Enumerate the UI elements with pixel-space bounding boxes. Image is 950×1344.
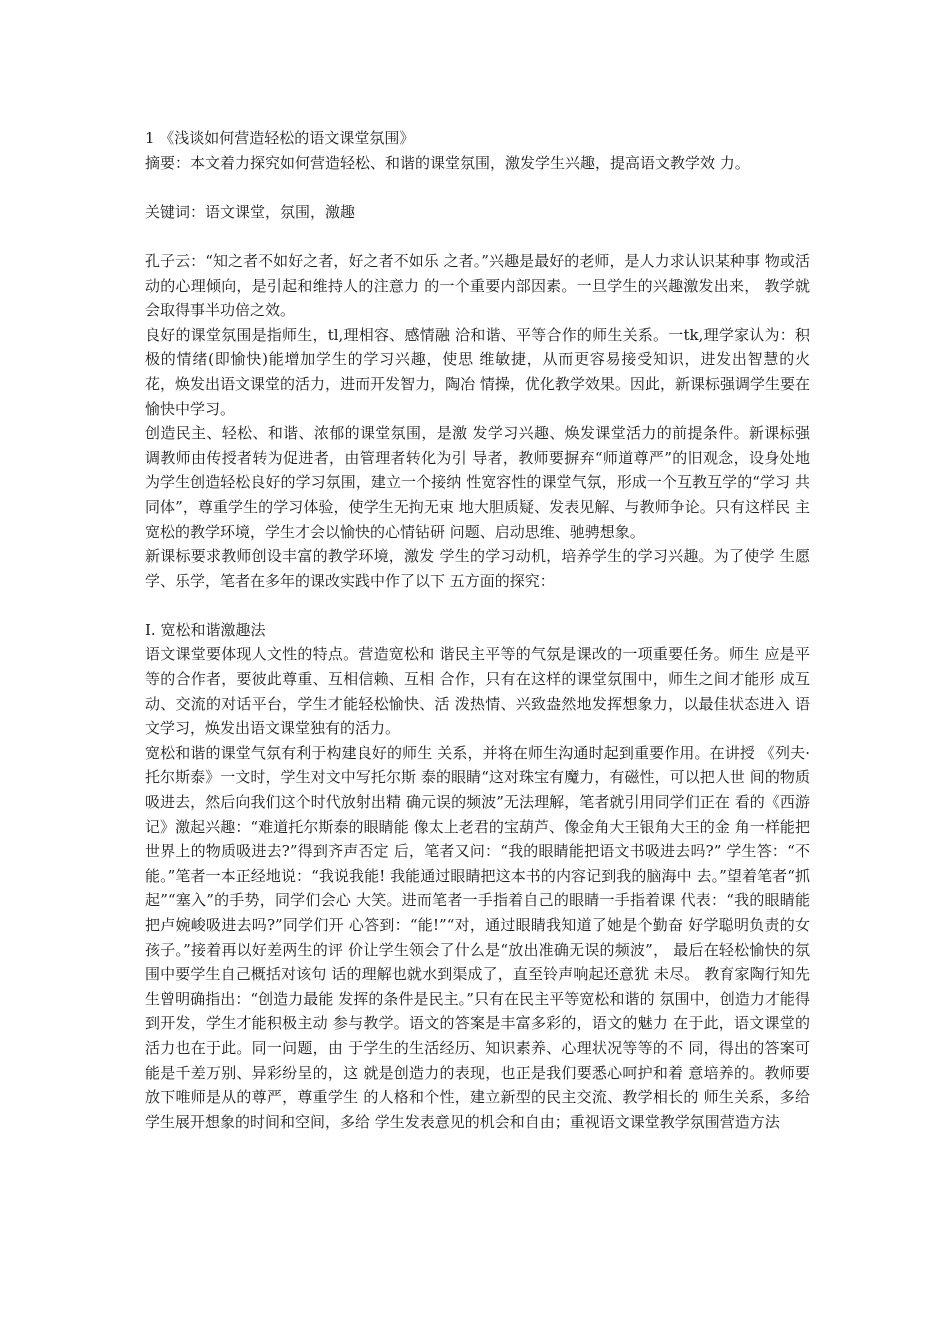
- spacer: [145, 593, 810, 618]
- body-paragraph: 孔子云：“知之者不如好之者，好之者不如乐 之者。”兴趣是最好的老师，是人力求认识某种事 物或活动的心理倾向，是引起和维持人的注意力 的一个重要内部因素。一旦学生的兴趣激发出来， 教学就会取得事半功倍之效。: [145, 251, 810, 320]
- section-heading: I. 宽松和谐激趣法: [145, 620, 266, 639]
- body-paragraph: 良好的课堂氛围是指师生，tl,理相容、感情融 洽和谐、平等合作的师生关系。一tk,理学家认为：积 极的情绪(即愉快)能增加学生的学习兴趣，使思 维敏捷，从而更容易接受知识，进发出智慧的火 花，焕发出语文课堂的活力，进而开发智力，陶冶 情操，优化教学效果。因此，新课标强调学生要在 愉快中学习。: [145, 325, 810, 418]
- body-paragraph: 新课标要求教师创设丰富的教学环境，激发 学生的学习动机，培养学生的学习兴趣。为了使学 生愿学、乐学，笔者在多年的课改实践中作了以下 五方面的探究：: [145, 547, 810, 590]
- body-paragraph: 创造民主、轻松、和谐、浓郁的课堂氛围，是激 发学习兴趣、焕发课堂活力的前提条件。新课标强 调教师由传授者转为促进者，由管理者转化为引 导者，教师要摒弃“师道尊严”的旧观念，设身处地 为学生创造轻松良好的学习氛围，建立一个接纳 性宽容性的课堂气氛，形成一个互教互学的“学习 共同体”，尊重学生的学习体验，使学生无拘无束 地大胆质疑、发表见解、与教师争论。只有这样民 主宽松的教学环境，学生才会以愉快的心情钻研 问题、启动思维、驰骋想象。: [145, 424, 810, 541]
- spacer: [145, 175, 810, 200]
- document-title: 1 《浅谈如何营造轻松的语文课堂氛围》: [145, 129, 415, 147]
- spacer: [145, 224, 810, 249]
- abstract-paragraph: 摘要：本文着力探究如何营造轻松、和谐的课堂氛围，激发学生兴趣，提高语文教学效 力。: [145, 153, 750, 172]
- document-body: [145, 126, 810, 1134]
- body-paragraph: 语文课堂要体现人文性的特点。营造宽松和 谐民主平等的气氛是课改的一项重要任务。师生 应是平等的合作者，要彼此尊重、互相信赖、互相 合作，只有在这样的课堂氛围中，师生之间才能形 成互动、交流的对话平台，学生才能轻松愉快、活 泼热情、兴致盎然地发挥想象力，以最佳状态进入 语文学习，焕发出语文课堂独有的活力。: [145, 645, 810, 738]
- keywords-line: 关键词：语文课堂，氛围，激趣: [145, 202, 356, 221]
- body-paragraph: 宽松和谐的课堂气氛有利于构建良好的师生 关系，并将在师生沟通时起到重要作用。在讲授 《列夫·托尔斯泰》一文时，学生对文中写托尔斯 泰的眼睛“这对珠宝有魔力，有磁性，可以把人世 间的物质吸进去，然后向我们这个时代放射出精 确元误的频波”无法理解，笔者就引用同学们正在 看的《西游记》激起兴趣：“难道托尔斯泰的眼睛能 像太上老君的宝葫芦、像金角大王银角大王的金 角一样能把世界上的物质吸进去?”得到齐声否定 后，笔者又问：“我的眼睛能把语文书吸进去吗?” 学生答：“不能。”笔者一本正经地说：“我说我能! 我能通过眼睛把这本书的内容记到我的脑海中 去。”望着笔者“抓起”“塞入”的手势，同学们会心 大笑。进而笔者一手指着自己的眼睛一手指着课 代表：“我的眼睛能把卢婉峻吸进去吗?”同学们开 心答到：“能!”“对，通过眼睛我知道了她是个勤奋 好学聪明负责的女孩子。”接着再以好差两生的评 价让学生领会了什么是“放出准确无误的频波”， 最后在轻松愉快的氛围中要学生自己概括对该句 话的理解也就水到渠成了，直至铃声响起还意犹 未尽。 教育家陶行知先生曾明确指出：“创造力最能 发挥的条件是民主。”只有在民主平等宽松和谐的 氛围中，创造力才能得到开发，学生才能积极主动 参与教学。语文的答案是丰富多彩的，语文的魅力 在于此，语文课堂的活力也在于此。同一问题，由 于学生的生活经历、知识素养、心理状况等等的不 同，得出的答案可能是千差万别、异彩纷呈的，这 就是创造力的表现，也正是我们要悉心呵护和着 意培养的。教师要放下唯师是从的尊严，尊重学生 的人格和个性，建立新型的民主交流、教学相长的 师生关系，多给学生展开想象的时间和空间，多给 学生发表意见的机会和自由；重视语文课堂教学氛围营造方法: [145, 743, 810, 1131]
